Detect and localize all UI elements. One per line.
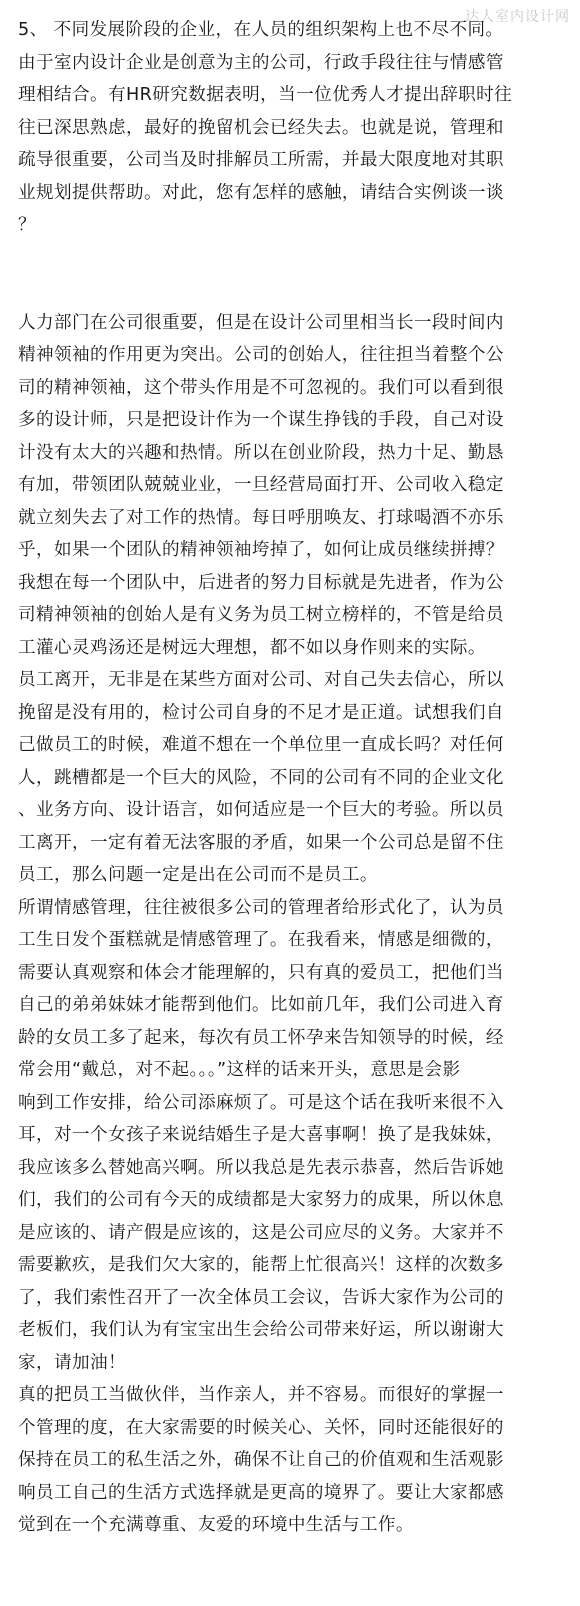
answer-line: 响到工作安排，给公司添麻烦了。可是这个话在我听来很不入: [18, 1092, 504, 1113]
question-line: 疏导很重要，公司当及时排解员工所需，并最大限度地对其职: [18, 150, 504, 170]
answer-line: 工离开，一定有着无法客服的矛盾，如果一个公司总是留不住: [18, 832, 504, 853]
answer-line: 了，我们索性召开了一次全体员工会议，告诉大家作为公司的: [18, 1287, 504, 1308]
answer-line: 员工，那么问题一定是出在公司而不是员工。: [18, 865, 378, 885]
answer-line: 司精神领袖的创始人是有义务为员工树立榜样的，不管是给员: [18, 605, 504, 625]
question-line: 理相结合。有HR研究数据表明，当一位优秀人才提出辞职时往: [18, 85, 513, 105]
answer-line: 精神领袖的作用更为突出。公司的创始人，往往担当着整个公: [18, 345, 504, 365]
answer-line: 常会用“戴总，对不起。。。”这样的话来开头，意思是会影: [18, 1060, 461, 1080]
answer-line: 人，跳槽都是一个巨大的风险，不同的公司有不同的企业文化: [18, 767, 504, 788]
answer-line: 我想在每一个团队中，后进者的努力目标就是先进者，作为公: [18, 572, 504, 593]
answer-line: 人力部门在公司很重要，但是在设计公司里相当长一段时间内: [18, 312, 504, 333]
answer-paragraph: [18, 307, 566, 1542]
question-line: 往已深思熟虑，最好的挽留机会已经失去。也就是说，管理和: [18, 117, 504, 138]
answer-line: 挽留是没有用的，检讨公司自身的不足才是正道。试想我们自: [18, 702, 504, 723]
question-line: ？: [18, 215, 36, 235]
answer-line: 计没有太大的兴趣和热情。所以在创业阶段，热力十足、勤恳: [18, 442, 504, 463]
answer-line: 工生日发个蛋糕就是情感管理了。在我看来，情感是细微的，: [18, 930, 504, 950]
answer-line: 就立刻失去了对工作的热情。每日呼朋唤友、打球喝酒不亦乐: [18, 507, 504, 528]
answer-line: 我应该多么替她高兴啊。所以我总是先表示恭喜，然后告诉她: [18, 1157, 504, 1178]
answer-line: 是应该的、请产假是应该的，这是公司应尽的义务。大家并不: [18, 1222, 504, 1243]
article-body: [18, 14, 566, 1542]
question-paragraph: [18, 14, 566, 242]
answer-line: 龄的女员工多了起来，每次有员工怀孕来告知领导的时候，经: [18, 1027, 504, 1048]
question-line: 5、 不同发展阶段的企业，在人员的组织架构上也不尽不同。: [18, 20, 504, 40]
answer-line: 老板们，我们认为有宝宝出生会给公司带来好运，所以谢谢大: [18, 1320, 504, 1340]
answer-line: 保持在员工的私生活之外，确保不让自己的价值观和生活观影: [18, 1450, 504, 1470]
answer-line: 多的设计师，只是把设计作为一个谋生挣钱的手段，自己对设: [18, 410, 504, 430]
answer-line: 真的把员工当做伙伴，当作亲人，并不容易。而很好的掌握一: [18, 1385, 504, 1405]
paragraph-gap: [18, 242, 566, 307]
question-line: 由于室内设计企业是创意为主的公司，行政手段往往与情感管: [18, 52, 504, 73]
answer-line: 个管理的度，在大家需要的时候关心、关怀，同时还能很好的: [18, 1417, 504, 1438]
answer-line: 工灌心灵鸡汤还是树远大理想，都不如以身作则来的实际。: [18, 637, 486, 658]
answer-line: 有加，带领团队兢兢业业，一旦经营局面打开、公司收入稳定: [18, 475, 504, 495]
question-line: 业规划提供帮助。对此，您有怎样的感触，请结合实例谈一谈: [18, 182, 504, 203]
answer-line: 需要歉疚，是我们欠大家的，能帮上忙很高兴！这样的次数多: [18, 1255, 504, 1275]
answer-line: 觉到在一个充满尊重、友爱的环境中生活与工作。: [18, 1515, 414, 1535]
answer-line: 员工离开，无非是在某些方面对公司、对自己失去信心，所以: [18, 670, 504, 690]
answer-line: 耳，对一个女孩子来说结婚生子是大喜事啊！换了是我妹妹，: [18, 1125, 504, 1145]
answer-line: 己做员工的时候，难道不想在一个单位里一直成长吗？对任何: [18, 735, 504, 755]
answer-line: 乎，如果一个团队的精神领袖垮掉了，如何让成员继续拼搏？: [18, 540, 504, 560]
answer-line: 家，请加油！: [18, 1352, 126, 1373]
answer-line: 自己的弟弟妹妹才能帮到他们。比如前几年，我们公司进入育: [18, 995, 504, 1015]
answer-line: 需要认真观察和体会才能理解的，只有真的爱员工，把他们当: [18, 962, 504, 983]
answer-line: 、业务方向、设计语言，如何适应是一个巨大的考验。所以员: [18, 800, 504, 820]
answer-line: 司的精神领袖，这个带头作用是不可忽视的。我们可以看到很: [18, 377, 504, 398]
answer-line: 响员工自己的生活方式选择就是更高的境界了。要让大家都感: [18, 1482, 504, 1503]
answer-line: 所谓情感管理，往往被很多公司的管理者给形式化了，认为员: [18, 897, 504, 918]
site-watermark: 达人室内设计网: [465, 9, 570, 25]
answer-line: 们，我们的公司有今天的成绩都是大家努力的成果，所以休息: [18, 1190, 504, 1210]
